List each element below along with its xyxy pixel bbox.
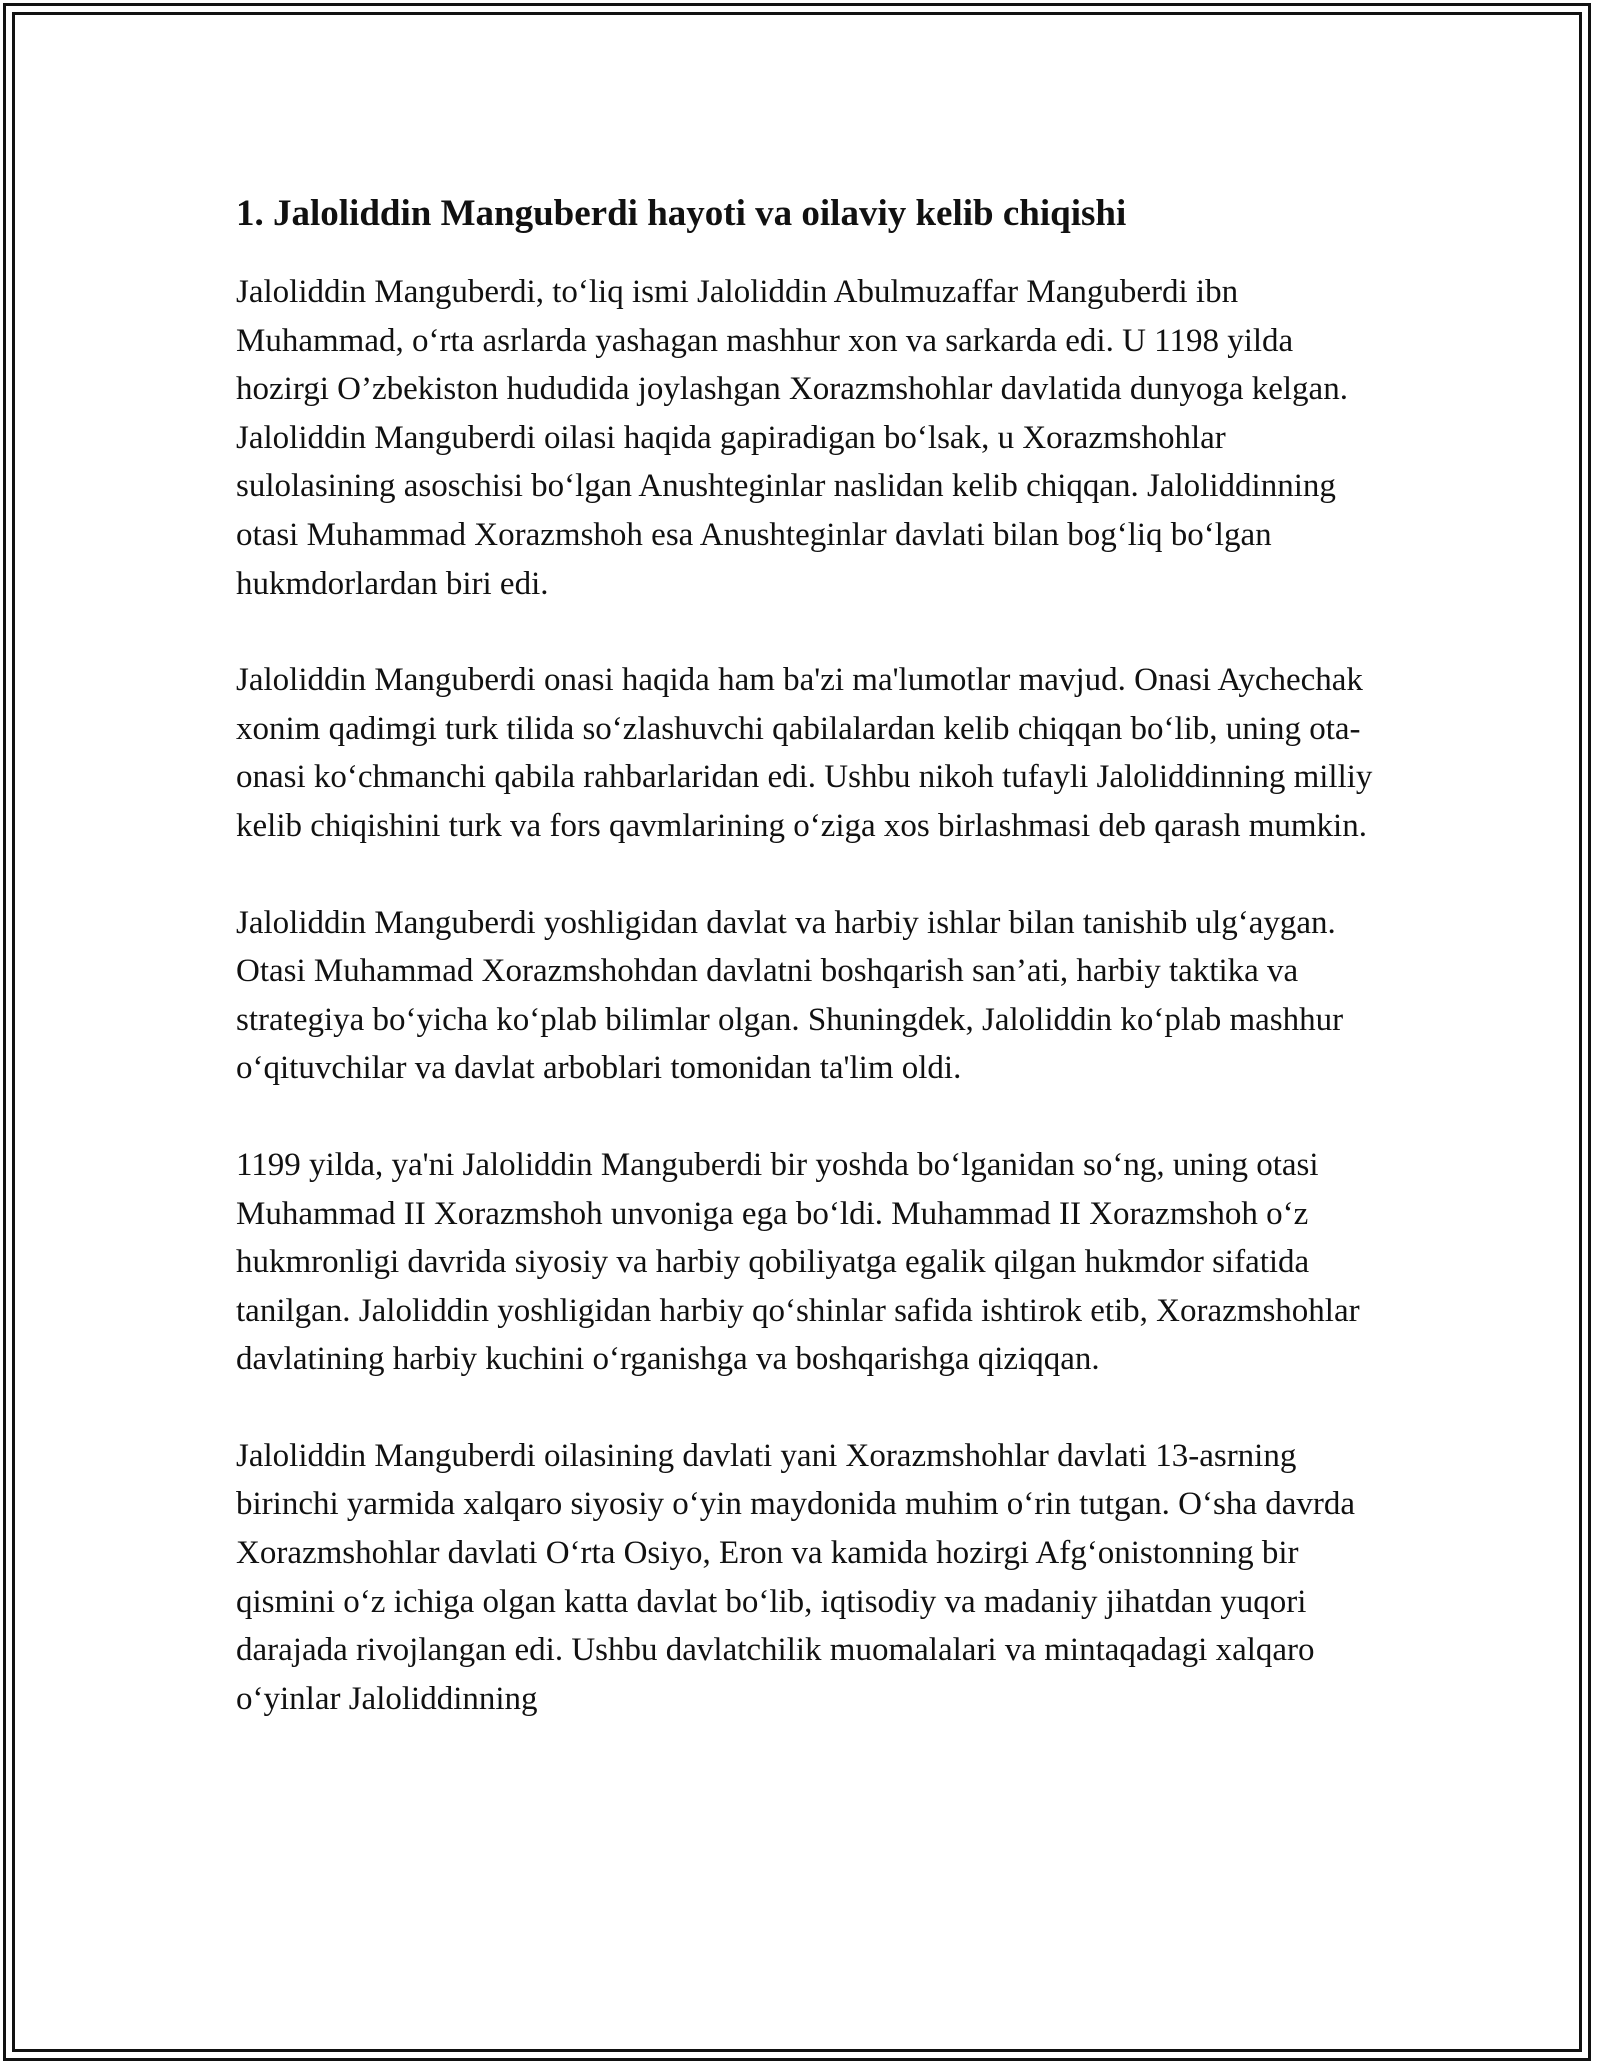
paragraph-origin: Jaloliddin Manguberdi, to‘liq ismi Jaloliddin Abulmuzaffar Manguberdi ibn Muhammad, o‘rta asrlarda yashagan mashhur xon va sarkarda edi. U 1198 yilda hozirgi O’zbekiston hududida joylashgan Xorazmshohlar davlatida dunyoga kelgan. Jaloliddin Manguberdi oilasi haqida gapiradigan bo‘lsak, u Xorazmshohlar sulolasining asoschisi bo‘lgan Anushteginlar naslidan kelib chiqqan. Jaloliddinning otasi Muhammad Xorazmshoh esa Anushteginlar davlati bilan bog‘liq bo‘lgan hukmdorlardan biri edi. [236, 274, 1348, 602]
paragraph-upbringing: Jaloliddin Manguberdi yoshligidan davlat va harbiy ishlar bilan tanishib ulg‘aygan. Otasi Muhammad Xorazmshohdan davlatni boshqarish san’ati, harbiy taktika va strategiya bo‘yicha ko‘plab bilimlar olgan. Shuningdek, Jaloliddin ko‘plab mashhur o‘qituvchilar va davlat arboblari tomonidan ta'lim oldi. [236, 904, 1344, 1087]
section-heading: 1. Jaloliddin Manguberdi hayoti va oilaviy kelib chiqishi [236, 193, 1127, 234]
document-body [236, 186, 1386, 1723]
paragraph-father-rule: 1199 yilda, ya'ni Jaloliddin Manguberdi bir yoshda bo‘lganidan so‘ng, uning otasi Muhammad II Xorazmshoh unvoniga ega bo‘ldi. Muhammad II Xorazmshoh o‘z hukmronligi davrida siyosiy va harbiy qobiliyatga egalik qilgan hukmdor sifatida tanilgan. Jaloliddin yoshligidan harbiy qo‘shinlar safida ishtirok etib, Xorazmshohlar davlatining harbiy kuchini o‘rganishga va boshqarishga qiziqqan. [236, 1146, 1360, 1378]
paragraph-state: Jaloliddin Manguberdi oilasining davlati yani Xorazmshohlar davlati 13-asrning birinchi yarmida xalqaro siyosiy o‘yin maydonida muhim o‘rin tutgan. O‘sha davrda Xorazmshohlar davlati O‘rta Osiyo, Eron va kamida hozirgi Afg‘onistonning bir qismini o‘z ichiga olgan katta davlat bo‘lib, iqtisodiy va madaniy jihatdan yuqori darajada rivojlangan edi. Ushbu davlatchilik muomalalari va mintaqadagi xalqaro o‘yinlar Jaloliddinning [236, 1437, 1356, 1717]
paragraph-mother: Jaloliddin Manguberdi onasi haqida ham ba'zi ma'lumotlar mavjud. Onasi Aychechak xonim qadimgi turk tilida so‘zlashuvchi qabilalardan kelib chiqqan bo‘lib, uning ota-onasi ko‘chmanchi qabila rahbarlaridan edi. Ushbu nikoh tufayli Jaloliddinning milliy kelib chiqishini turk va fors qavmlarining o‘ziga xos birlashmasi deb qarash mumkin. [236, 662, 1373, 844]
